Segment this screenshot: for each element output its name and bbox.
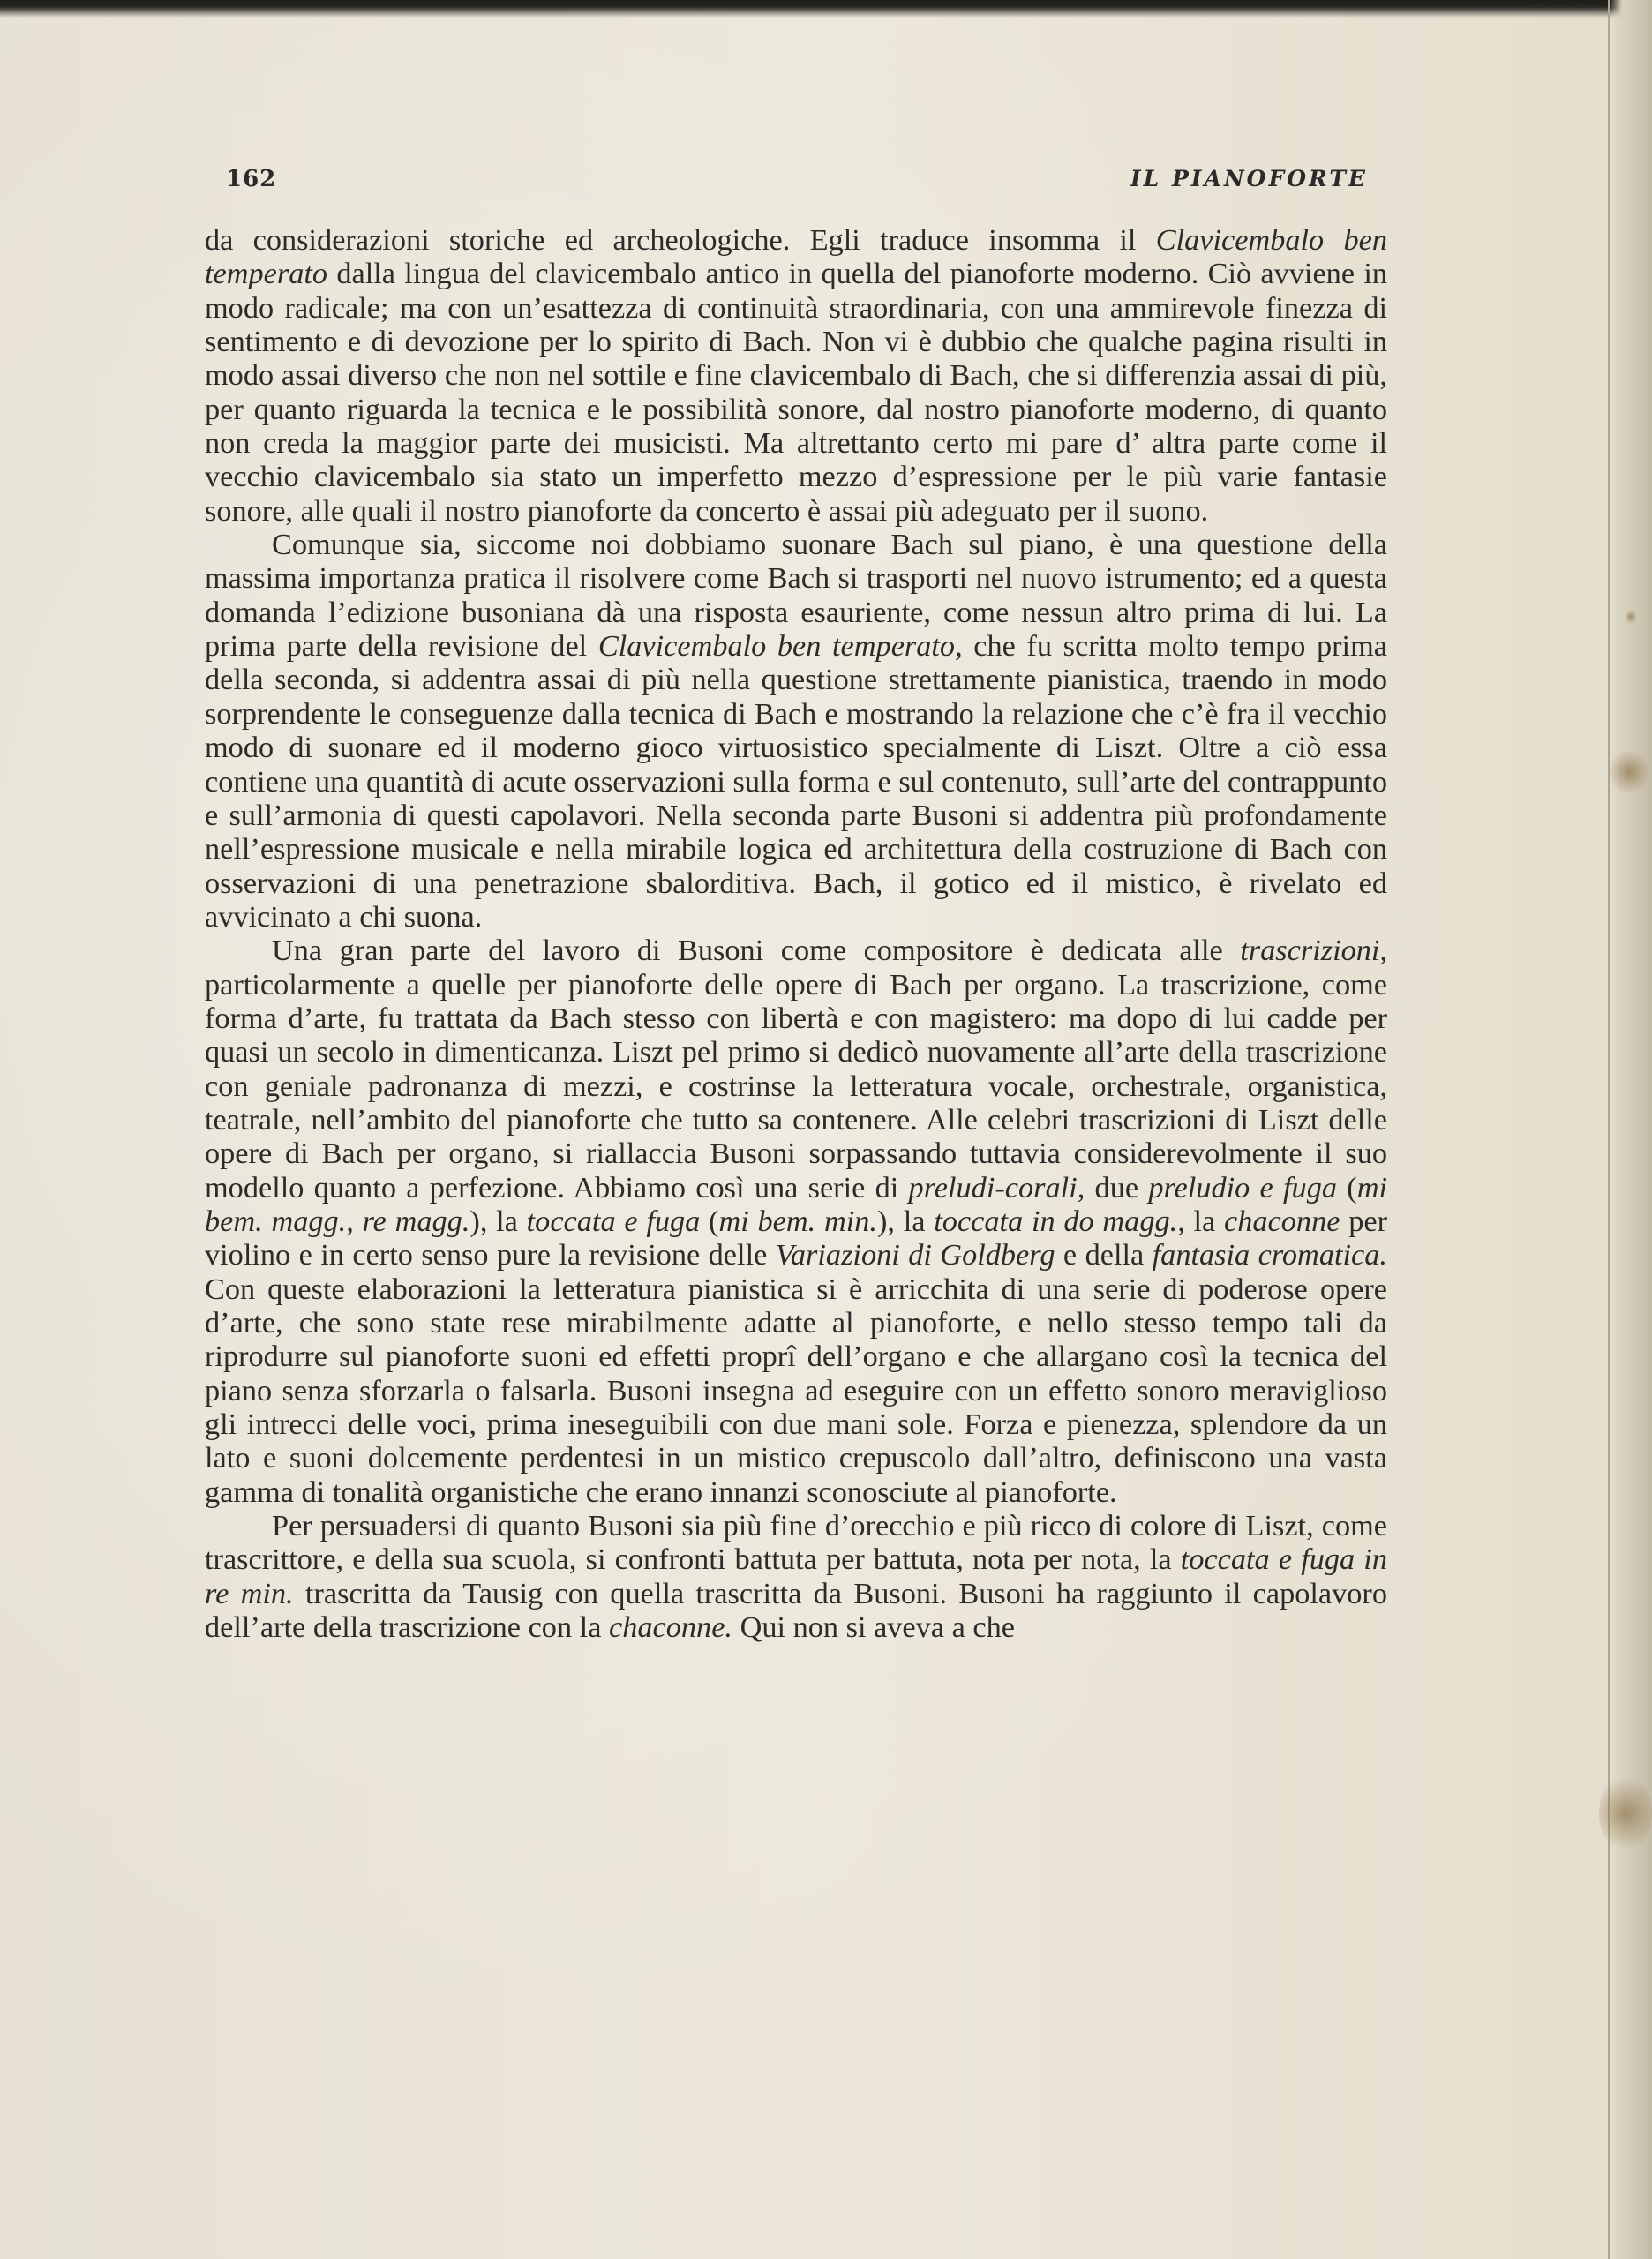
page-top-edge bbox=[0, 0, 1652, 18]
paragraph-text: Per persuadersi di quanto Busoni sia più fine d’orecchio e più ricco di colore di Liszt, come trascrittore, e della sua scuola, si confronti battuta per battuta, nota per nota, la bbox=[205, 1509, 1387, 1577]
paragraph-text: due bbox=[1085, 1170, 1149, 1205]
paragraph-text: da considerazioni storiche ed archeologiche. Egli traduce insomma il bbox=[205, 223, 1156, 257]
paragraph-text: la bbox=[1184, 1204, 1225, 1238]
italic-title-text: Clavicembalo ben temperato, bbox=[597, 629, 963, 664]
page-number: 162 bbox=[226, 166, 277, 192]
paragraph-text: dalla lingua del clavicembalo antico in quella del pianoforte moderno. Ciò avviene in modo radicale; ma con un’esattezza di continuità straordinaria, con una ammirevole finezza di sentimento e di devozione per lo spirito di Bach. Non vi è dubbio che qualche pagina risulti in modo assai diverso che non nel sottile e fine clavicembalo di Bach, che si differenzia assai di più, per quanto riguarda la tecnica e le possibilità sonore, dal nostro pianoforte moderno, di quanto non creda la maggior parte dei musicisti. Ma altrettanto certo mi pare d’ altra parte come il vecchio clavicembalo sia stato un imperfetto mezzo d’espressione per le più varie fantasie sonore, alle quali il nostro pianoforte da concerto è assai più adeguato per il suono. bbox=[205, 257, 1387, 528]
paragraph-text: Con queste elaborazioni la letteratura pianistica si è arricchita di una serie di poderose opere d’arte, che sono state rese mirabilmente adatte al pianoforte, e nello stesso tempo tali da riprodurre sul pianoforte suoni ed effetti proprî dell’organo e che allargano così la tecnica del piano senza sforzarla o falsarla. Busoni insegna ad eseguire con un effetto sonoro meraviglioso gli intrecci delle voci, prima ineseguibili con due mani sole. Forza e pienezza, splendore da un lato e suoni dolcemente perdentesi in un mistico crepuscolo dall’altro, definiscono una vasta gamma di tonalità organistiche che erano innanzi sconosciute al pianoforte. bbox=[205, 1272, 1387, 1509]
page-header bbox=[226, 166, 1368, 201]
paper-stain bbox=[1626, 609, 1636, 625]
italic-title-text: chaconne. bbox=[609, 1610, 732, 1645]
paper-stain bbox=[1610, 750, 1648, 794]
paragraph bbox=[205, 528, 1387, 934]
italic-title-text: toccata in do magg., bbox=[934, 1204, 1185, 1238]
paragraph-text: ( bbox=[1337, 1170, 1357, 1205]
paragraph-text: che fu scritta molto tempo prima della seconda, si addentra assai di più nella questione strettamente pianistica, traendo in modo sorprendente le conseguenze dalla tecnica di Bach e mostrando la relazione che c’è fra il vecchio modo di suonare ed il moderno gioco virtuosistico specialmente di Liszt. Oltre a ciò essa contiene una quantità di acute osservazioni sulla forma e sul contenuto, sull’arte del contrappunto e sull’armonia di questi capolavori. Nella seconda parte Busoni si addentra più profondamente nell’espressione musicale e nella mirabile logica ed architettura della costruzione di Bach con osservazioni di una penetrazione sbalorditiva. Bach, il gotico ed il mistico, è rivelato ed avvicinato a chi suona. bbox=[205, 629, 1387, 934]
italic-title-text: fantasia cromatica. bbox=[1152, 1238, 1387, 1272]
paragraph-text: Qui non si aveva a che bbox=[732, 1610, 1015, 1645]
italic-title-text: mi bem. magg., re magg. bbox=[205, 1170, 1387, 1238]
paragraph-text: Comunque sia, siccome noi dobbiamo suonare Bach sul piano, è una questione della massima importanza pratica il risolvere come Bach si trasporti nel nuovo istrumento; ed a questa domanda l’edizione busoniana dà una risposta esauriente, come nessun altro prima di lui. La prima parte della revisione del bbox=[205, 528, 1387, 664]
paragraph-text: e della bbox=[1055, 1238, 1153, 1272]
paragraph bbox=[205, 1509, 1387, 1644]
running-head: IL PIANOFORTE bbox=[1130, 166, 1368, 191]
italic-title-text: toccata e fuga bbox=[526, 1204, 701, 1238]
italic-title-text: chaconne bbox=[1224, 1204, 1340, 1238]
paragraph-text: Una gran parte del lavoro di Busoni come compositore è dedicata alle bbox=[272, 934, 1241, 968]
paper-stain bbox=[1599, 1774, 1652, 1853]
paragraph-text: trascritta da Tausig con quella trascritta da Busoni. Busoni ha raggiunto il capolavoro dell’arte della trascrizione con la bbox=[205, 1576, 1387, 1645]
paragraph-text: per violino e in certo senso pure la revisione delle bbox=[205, 1204, 1387, 1272]
paragraph-text: ( bbox=[700, 1204, 719, 1238]
italic-title-text: trascrizioni, bbox=[1240, 934, 1387, 968]
paragraph bbox=[205, 934, 1387, 1509]
italic-title-text: preludi-corali, bbox=[908, 1170, 1085, 1205]
paragraph-text: ), la bbox=[469, 1204, 527, 1238]
body-text bbox=[205, 223, 1387, 1644]
page-gutter-edge bbox=[1608, 0, 1652, 2259]
paragraph-text: ), la bbox=[877, 1204, 935, 1238]
italic-title-text: toccata e fuga in re min. bbox=[205, 1542, 1387, 1610]
italic-title-text: Variazioni di Goldberg bbox=[775, 1238, 1055, 1272]
italic-title-text: mi bem. min. bbox=[718, 1204, 877, 1238]
paragraph bbox=[205, 223, 1387, 528]
italic-title-text: preludio e fuga bbox=[1148, 1170, 1337, 1205]
italic-title-text: Clavicembalo ben temperato bbox=[205, 223, 1387, 291]
paragraph-text: particolarmente a quelle per pianoforte delle opere di Bach per organo. La trascrizione, come forma d’arte, fu trattata da Bach stesso con libertà e con magistero: ma dopo di lui cadde per quasi un secolo in dimenticanza. Liszt pel primo si dedicò nuovamente all’arte della trascrizione con geniale padronanza di mezzi, e costrinse la letteratura vocale, orchestrale, organistica, teatrale, nell’ambito del pianoforte che tutto sa contenere. Alle celebri trascrizioni di Liszt delle opere di Bach per organo, si riallaccia Busoni sorpassando tuttavia considerevolmente il suo modello quanto a perfezione. Abbiamo così una serie di bbox=[205, 967, 1387, 1205]
